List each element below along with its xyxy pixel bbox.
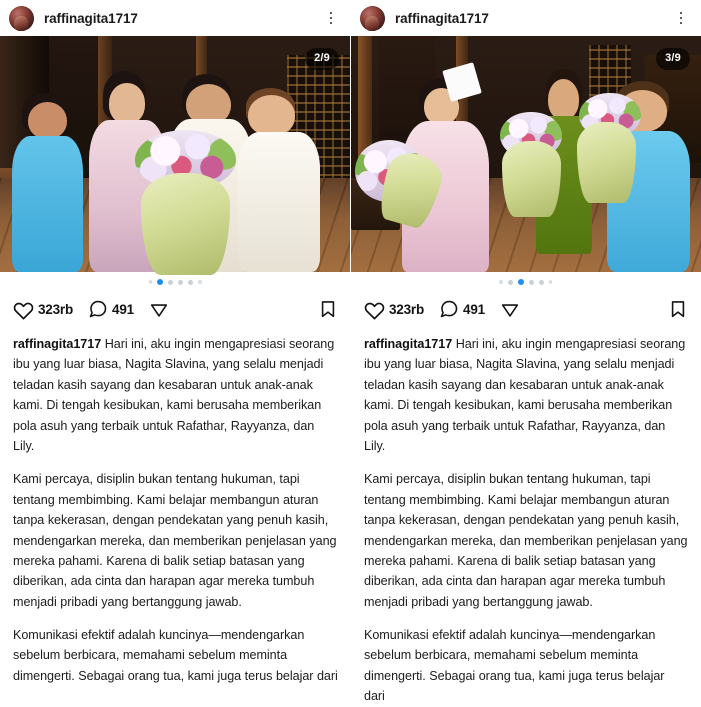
like-count: 323rb xyxy=(38,301,74,317)
comment-count: 491 xyxy=(463,301,485,317)
post-action-bar xyxy=(0,292,350,326)
carousel-dot-active[interactable] xyxy=(157,279,163,285)
caption-clip xyxy=(0,326,350,683)
post-caption xyxy=(0,326,350,686)
caption-text: Hari ini, aku ingin mengapresiasi seorang ibu yang luar biasa, Nagita Slavina, yang selalu menjadi teladan kasih sayang dan kesabaran untuk anak-anak kami. Di tengah kesibukan, kami berusaha memberikan pola asuh yang terbaik untuk Rafathar, Rayyanza, dan Lily. xyxy=(13,337,335,453)
comment-count: 491 xyxy=(112,301,134,317)
caption-text: Hari ini, aku ingin mengapresiasi seorang ibu yang luar biasa, Nagita Slavina, yang selalu menjadi teladan kasih sayang dan kesabaran untuk anak-anak kami. Di tengah kesibukan, kami berusaha memberikan pola asuh yang terbaik untuk Rafathar, Rayyanza, dan Lily. xyxy=(364,337,686,453)
carousel-dot[interactable] xyxy=(198,280,202,284)
carousel-dot[interactable] xyxy=(549,280,553,284)
post-photo xyxy=(351,36,701,272)
comment-button[interactable] xyxy=(439,299,485,319)
carousel-dots[interactable] xyxy=(0,272,350,292)
caption-handle[interactable]: raffinagita1717 xyxy=(13,337,102,351)
heart-icon xyxy=(13,299,34,320)
share-button[interactable] xyxy=(149,299,169,319)
post-action-bar xyxy=(351,292,700,326)
share-button[interactable] xyxy=(500,299,520,319)
like-button[interactable] xyxy=(364,299,424,320)
caption-handle[interactable]: raffinagita1717 xyxy=(364,337,453,351)
post-panel-right xyxy=(350,0,700,704)
carousel-dots[interactable] xyxy=(351,272,700,292)
heart-icon xyxy=(364,299,385,320)
comment-bubble-icon xyxy=(439,299,459,319)
kebab-menu-icon[interactable] xyxy=(672,9,690,27)
bookmark-icon xyxy=(318,299,338,319)
comment-button[interactable] xyxy=(88,299,134,319)
share-paper-plane-icon xyxy=(149,299,169,319)
post-panel-left xyxy=(0,0,350,683)
carousel-dot[interactable] xyxy=(539,280,544,285)
caption-paragraph-2: Kami percaya, disiplin bukan tentang hukuman, tapi tentang membimbing. Kami belajar membangun aturan tanpa kekerasan, dengan pendekatan yang penuh kasih, mendengarkan mereka, dan memberikan penjelasan yang mereka pahami. Karena di balik setiap batasan yang diberikan, ada cinta dan harapan agar mereka tumbuh menjadi pribadi yang bertanggung jawab. xyxy=(13,472,337,609)
like-count: 323rb xyxy=(389,301,425,317)
carousel-dot[interactable] xyxy=(188,280,193,285)
post-photo xyxy=(0,36,350,272)
slide-counter-badge: 2/9 xyxy=(305,48,339,70)
caption-clip xyxy=(351,326,700,704)
like-button[interactable] xyxy=(13,299,73,320)
comment-bubble-icon xyxy=(88,299,108,319)
username-label[interactable]: raffinagita1717 xyxy=(395,10,489,26)
caption-paragraph-3: Komunikasi efektif adalah kuncinya—mendengarkan sebelum berbicara, memahami sebelum meminta dimengerti. Sebagai orang tua, kami juga terus belajar dari xyxy=(13,628,338,683)
post-header xyxy=(351,0,700,36)
bookmark-icon xyxy=(668,299,688,319)
save-button[interactable] xyxy=(318,299,338,319)
save-button[interactable] xyxy=(668,299,688,319)
carousel-dot[interactable] xyxy=(178,280,183,285)
caption-paragraph-3: Komunikasi efektif adalah kuncinya—mendengarkan sebelum berbicara, memahami sebelum meminta dimengerti. Sebagai orang tua, kami juga terus belajar dari xyxy=(364,628,665,704)
share-paper-plane-icon xyxy=(500,299,520,319)
kebab-menu-icon[interactable] xyxy=(322,9,340,27)
caption-paragraph-2: Kami percaya, disiplin bukan tentang hukuman, tapi tentang membimbing. Kami belajar membangun aturan tanpa kekerasan, dengan pendekatan yang penuh kasih, mendengarkan mereka, dan memberikan penjelasan yang mereka pahami. Karena di balik setiap batasan yang diberikan, ada cinta dan harapan agar mereka tumbuh menjadi pribadi yang bertanggung jawab. xyxy=(364,472,688,609)
carousel-dot[interactable] xyxy=(149,280,153,284)
post-media[interactable] xyxy=(0,36,350,272)
carousel-dot[interactable] xyxy=(499,280,503,284)
post-caption xyxy=(351,326,700,707)
carousel-dot[interactable] xyxy=(168,280,173,285)
caption-paragraph-1 xyxy=(13,334,338,456)
carousel-dot[interactable] xyxy=(508,280,513,285)
carousel-dot-active[interactable] xyxy=(518,279,524,285)
caption-paragraph-1 xyxy=(364,334,688,456)
carousel-dot[interactable] xyxy=(529,280,534,285)
slide-counter-badge: 3/9 xyxy=(656,48,690,70)
post-media[interactable] xyxy=(351,36,701,272)
post-header xyxy=(0,0,350,36)
avatar[interactable] xyxy=(9,6,34,31)
username-label[interactable]: raffinagita1717 xyxy=(44,10,138,26)
avatar[interactable] xyxy=(360,6,385,31)
